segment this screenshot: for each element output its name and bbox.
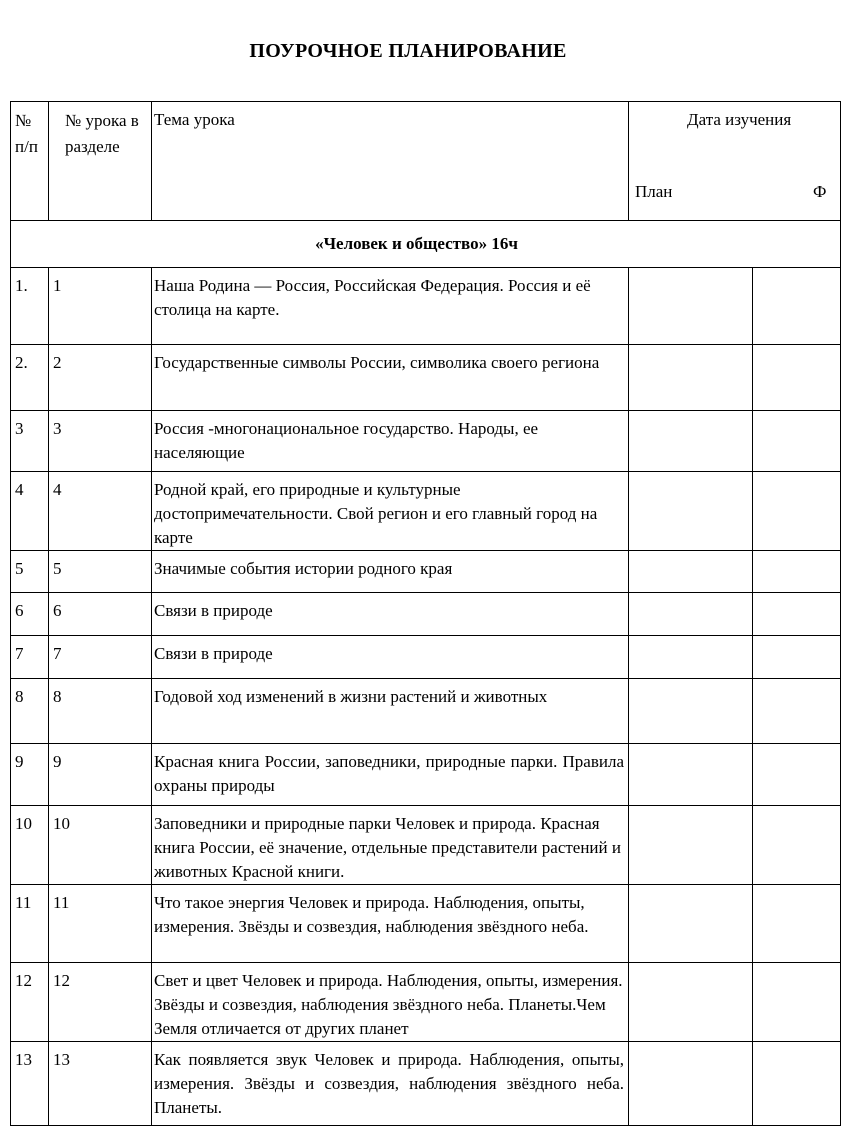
page-title: ПОУРОЧНОЕ ПЛАНИРОВАНИЕ: [249, 40, 567, 62]
row-fact-date: [753, 472, 841, 551]
row-num: 6: [11, 593, 49, 636]
row-topic: Россия -многонациональное государство. Народы, ее населяющие: [152, 411, 629, 472]
row-topic: Значимые события истории родного края: [152, 551, 629, 593]
row-lesson-num: 3: [49, 411, 152, 472]
section-title-text: «Человек и общество» 16ч: [315, 234, 518, 253]
table-row: [11, 806, 841, 885]
header-plan: План: [635, 182, 673, 201]
row-num: 4: [11, 472, 49, 551]
table-row: [11, 593, 841, 636]
row-lesson-num: 6: [49, 593, 152, 636]
row-lesson-num: 1: [49, 268, 152, 345]
row-fact-date: [753, 411, 841, 472]
table-row: [11, 1042, 841, 1126]
table-row: [11, 963, 841, 1042]
row-num: 7: [11, 636, 49, 679]
table-row: [11, 345, 841, 411]
row-topic: Заповедники и природные парки Человек и природа. Красная книга России, её значение, отдельные представители растений и животных Красной книги.: [152, 806, 629, 885]
row-plan-date: [629, 636, 753, 679]
table-row: [11, 472, 841, 551]
row-fact-date: [753, 636, 841, 679]
row-num: 3: [11, 411, 49, 472]
row-num: 10: [11, 806, 49, 885]
row-num: 11: [11, 885, 49, 963]
row-topic: Свет и цвет Человек и природа. Наблюдения, опыты, измерения. Звёзды и созвездия, наблюдения звёздного неба. Планеты.Чем Земля отличается от других планет: [152, 963, 629, 1042]
table-row: [11, 679, 841, 744]
row-fact-date: [753, 679, 841, 744]
row-topic: Годовой ход изменений в жизни растений и животных: [152, 679, 629, 744]
table-row: [11, 744, 841, 806]
row-num: 9: [11, 744, 49, 806]
table-row: [11, 636, 841, 679]
row-lesson-num: 2: [49, 345, 152, 411]
row-plan-date: [629, 806, 753, 885]
header-date-label: Дата изучения: [687, 110, 792, 129]
row-lesson-num: 5: [49, 551, 152, 593]
row-fact-date: [753, 963, 841, 1042]
table-row: [11, 885, 841, 963]
header-topic: Тема урока: [152, 102, 629, 221]
row-plan-date: [629, 593, 753, 636]
row-plan-date: [629, 1042, 753, 1126]
row-lesson-num: 8: [49, 679, 152, 744]
row-num: 2.: [11, 345, 49, 411]
row-plan-date: [629, 551, 753, 593]
row-fact-date: [753, 885, 841, 963]
row-fact-date: [753, 744, 841, 806]
row-topic: Родной край, его природные и культурные достопримечательности. Свой регион и его главный город на карте: [152, 472, 629, 551]
row-plan-date: [629, 679, 753, 744]
table-row: [11, 411, 841, 472]
row-fact-date: [753, 593, 841, 636]
row-topic: Наша Родина — Россия, Российская Федерация. Россия и её столица на карте.: [152, 268, 629, 345]
row-num: 12: [11, 963, 49, 1042]
row-plan-date: [629, 472, 753, 551]
header-lesson-num: № урока в разделе: [49, 102, 152, 221]
lesson-plan-table-wrap: [10, 101, 840, 1126]
row-lesson-num: 13: [49, 1042, 152, 1126]
row-lesson-num: 4: [49, 472, 152, 551]
row-topic: Что такое энергия Человек и природа. Наблюдения, опыты, измерения. Звёзды и созвездия, наблюдения звёздного неба.: [152, 885, 629, 963]
row-lesson-num: 10: [49, 806, 152, 885]
lesson-plan-table: [10, 101, 841, 1126]
header-date: [629, 102, 841, 221]
row-lesson-num: 7: [49, 636, 152, 679]
header-row: [11, 102, 841, 221]
section-title: [11, 221, 841, 268]
row-lesson-num: 12: [49, 963, 152, 1042]
row-fact-date: [753, 1042, 841, 1126]
row-plan-date: [629, 744, 753, 806]
row-num: 5: [11, 551, 49, 593]
section-row: [11, 221, 841, 268]
row-topic: Как появляется звук Человек и природа. Наблюдения, опыты, измерения. Звёзды и созвездия, наблюдения звёздного неба. Планеты.: [152, 1042, 629, 1126]
row-plan-date: [629, 345, 753, 411]
header-fact: Ф: [813, 182, 827, 201]
header-num: № п/п: [11, 102, 49, 221]
row-plan-date: [629, 411, 753, 472]
row-plan-date: [629, 268, 753, 345]
row-lesson-num: 9: [49, 744, 152, 806]
row-fact-date: [753, 268, 841, 345]
row-topic: Красная книга России, заповедники, природные парки. Правила охраны природы: [152, 744, 629, 806]
row-fact-date: [753, 551, 841, 593]
table-row: [11, 551, 841, 593]
row-num: 13: [11, 1042, 49, 1126]
row-plan-date: [629, 963, 753, 1042]
row-topic: Связи в природе: [152, 636, 629, 679]
row-plan-date: [629, 885, 753, 963]
row-fact-date: [753, 345, 841, 411]
row-fact-date: [753, 806, 841, 885]
row-topic: Государственные символы России, символика своего региона: [152, 345, 629, 411]
row-num: 1.: [11, 268, 49, 345]
row-num: 8: [11, 679, 49, 744]
table-row: [11, 268, 841, 345]
row-topic: Связи в природе: [152, 593, 629, 636]
row-lesson-num: 11: [49, 885, 152, 963]
